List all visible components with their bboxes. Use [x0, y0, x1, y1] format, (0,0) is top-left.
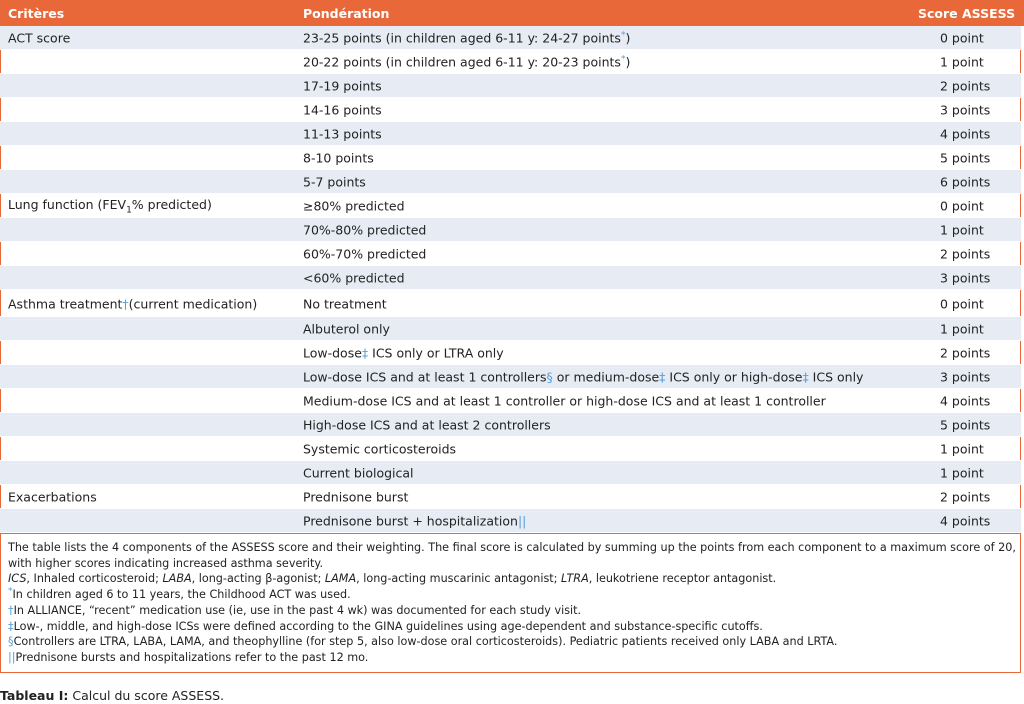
table-row [0, 74, 1021, 98]
footnote-text: Controllers are LTRA, LABA, LAMA, and theophylline (for step 5, also low-dose oral corticosteroids). Pediatric patients received only LABA and LRTA. [13, 635, 838, 649]
score-cell [940, 394, 990, 409]
table-row [0, 242, 1021, 266]
table-row [0, 218, 1021, 242]
table-row [0, 317, 1021, 341]
score-text: 4 points [940, 126, 991, 142]
footnote-mark: ‡ [802, 369, 809, 385]
weighting-text: Albuterol only [303, 321, 390, 337]
criterion-text: Exacerbations [8, 489, 97, 505]
score-text: 3 points [940, 270, 991, 286]
score-text: 1 point [940, 54, 984, 70]
weighting-cell [303, 199, 405, 214]
table-row [0, 341, 1021, 365]
criterion-text: Asthma treatment [8, 296, 123, 311]
table-row [0, 290, 1021, 317]
weighting-cell [303, 346, 504, 361]
header-weighting: Pondération [303, 6, 390, 21]
table-caption [0, 688, 224, 703]
weighting-cell [303, 223, 426, 238]
weighting-text: 17-19 points [303, 78, 382, 94]
footnote-note [8, 650, 1021, 666]
weighting-text: 5-7 points [303, 174, 366, 190]
score-cell [940, 490, 990, 505]
score-text: 4 points [940, 393, 991, 409]
weighting-text: Medium-dose ICS and at least 1 controller or high-dose ICS and at least 1 controller [303, 393, 826, 409]
footnote-note [8, 634, 1021, 650]
weighting-text: Low-dose [303, 345, 362, 361]
abbrev-def: , Inhaled corticosteroid; [26, 572, 163, 586]
score-cell [940, 442, 984, 457]
weighting-text: 70%-80% predicted [303, 222, 427, 238]
table-footnotes [0, 533, 1021, 673]
score-text: 0 point [940, 296, 984, 311]
score-text: 1 point [940, 441, 984, 457]
score-cell [940, 271, 990, 286]
weighting-cell [303, 271, 405, 286]
weighting-text: ICS only or LTRA only [368, 345, 504, 361]
score-cell [940, 127, 990, 142]
footnote-text: Prednisone bursts and hospitalizations refer to the past 12 mo. [15, 650, 369, 664]
footnote-mark: * [8, 586, 13, 597]
abbrev-term: LAMA [324, 572, 357, 586]
weighting-cell [303, 490, 408, 505]
table-row [0, 50, 1021, 74]
table-row [0, 266, 1021, 290]
table-row [0, 461, 1021, 485]
score-text: 0 point [940, 198, 984, 214]
score-cell [940, 31, 984, 46]
score-text: 2 points [940, 345, 991, 361]
table-row [0, 509, 1021, 533]
score-text: 1 point [940, 321, 984, 337]
footnote-text: Low-, middle, and high-dose ICSs were defined according to the GINA guidelines using age-dependent and substance-specific cutoffs. [13, 619, 763, 633]
criterion-text: ACT score [8, 30, 71, 46]
footnote-text: In children aged 6 to 11 years, the Childhood ACT was used. [12, 588, 351, 602]
weighting-text: 20-22 points (in children aged 6-11 y: 20-23 points [303, 54, 621, 70]
table-row [0, 122, 1021, 146]
weighting-cell [303, 418, 551, 433]
footnote-mark: * [620, 30, 626, 41]
criterion-subscript: 1 [126, 205, 132, 216]
criterion-text: Lung function (FEV [8, 196, 127, 212]
abbrev-def: , leukotriene receptor antagonist. [588, 572, 777, 586]
table-row [0, 194, 1021, 218]
weighting-cell [303, 247, 426, 262]
table-row [0, 146, 1021, 170]
score-cell [940, 370, 990, 385]
weighting-text: 11-13 points [303, 126, 382, 142]
footnote-summary: The table lists the 4 components of the ASSESS score and their weighting. The final score is calculated by summing up the points from each component to a maximum score of 20, with higher scores indicating increased asthma severity. [8, 541, 1016, 570]
weighting-cell [303, 296, 387, 311]
footnote-mark: § [546, 369, 553, 385]
footnote-mark: * [620, 54, 626, 65]
weighting-cell [303, 55, 630, 70]
footnote-note [8, 619, 1021, 635]
weighting-cell [303, 175, 366, 190]
weighting-text: No treatment [303, 296, 387, 311]
weighting-text: <60% predicted [303, 270, 405, 286]
footnote-mark: † [8, 603, 14, 617]
score-text: 4 points [940, 513, 991, 529]
footnote-note [8, 587, 1021, 603]
weighting-text: 14-16 points [303, 102, 382, 118]
weighting-cell [303, 103, 382, 118]
criterion-text: % predicted) [131, 196, 212, 212]
criterion-cell [8, 197, 212, 216]
table-header [0, 0, 1024, 26]
weighting-cell [303, 151, 374, 166]
criterion-cell [8, 490, 97, 505]
weighting-text: ICS only or high-dose [665, 369, 803, 385]
weighting-text: 8-10 points [303, 150, 374, 166]
score-text: 3 points [940, 369, 991, 385]
score-text: 2 points [940, 78, 991, 94]
criterion-cell [8, 296, 257, 311]
score-cell [940, 514, 990, 529]
footnote-mark: ‡ [361, 345, 369, 361]
score-cell [940, 247, 990, 262]
footnote-mark: ‡ [659, 369, 666, 385]
score-cell [940, 199, 984, 214]
footnote-mark: ‡ [8, 619, 14, 633]
weighting-text: ICS only [808, 369, 864, 385]
criterion-cell [8, 31, 70, 46]
weighting-text: ) [625, 54, 631, 70]
footnote-mark: || [8, 650, 16, 664]
score-cell [940, 466, 984, 481]
footnote-mark: || [517, 513, 527, 529]
score-text: 5 points [940, 417, 991, 433]
table-row [0, 389, 1021, 413]
score-cell [940, 175, 990, 190]
weighting-text: ) [625, 30, 631, 46]
table-row [0, 485, 1021, 509]
weighting-text: ≥80% predicted [303, 198, 405, 214]
weighting-cell [303, 466, 414, 481]
weighting-cell [303, 79, 382, 94]
weighting-text: Current biological [303, 465, 414, 481]
table-row [0, 365, 1021, 389]
weighting-cell [303, 514, 526, 529]
weighting-cell [303, 394, 826, 409]
weighting-cell [303, 31, 630, 46]
table-row [0, 437, 1021, 461]
score-cell [940, 151, 990, 166]
header-score: Score ASSESS [918, 6, 1016, 21]
footnote-text: In ALLIANCE, “recent” medication use (ie, use in the past 4 wk) was documented for each study visit. [13, 603, 582, 617]
abbrev-def: , long-acting β-agonist; [191, 572, 325, 586]
weighting-cell [303, 370, 863, 385]
footnote-mark: § [8, 635, 14, 649]
weighting-text: Systemic corticosteroids [303, 441, 457, 457]
score-text: 6 points [940, 174, 991, 190]
weighting-text: Prednisone burst [303, 489, 409, 505]
abbrev-def: , long-acting muscarinic antagonist; [356, 572, 561, 586]
score-cell [940, 55, 984, 70]
score-text: 2 points [940, 246, 991, 262]
abbrev-term: LABA [162, 572, 192, 586]
weighting-cell [303, 442, 456, 457]
score-cell [940, 322, 984, 337]
weighting-text: or medium-dose [552, 369, 660, 385]
score-text: 1 point [940, 222, 984, 238]
criterion-text: (current medication) [128, 296, 258, 311]
weighting-cell [303, 127, 382, 142]
score-cell [940, 79, 990, 94]
header-criteria: Critères [8, 6, 65, 21]
caption-label: Tableau I: [0, 688, 69, 703]
score-cell [940, 223, 984, 238]
caption-text: Calcul du score ASSESS. [68, 688, 225, 703]
weighting-text: Prednisone burst + hospitalization [303, 513, 518, 529]
score-cell [940, 296, 984, 311]
table-row [0, 98, 1021, 122]
table-row [0, 413, 1021, 437]
weighting-cell [303, 322, 390, 337]
weighting-text: 23-25 points (in children aged 6-11 y: 24-27 points [303, 30, 621, 46]
score-cell [940, 418, 990, 433]
score-text: 1 point [940, 465, 984, 481]
table-row [0, 26, 1021, 50]
score-text: 2 points [940, 489, 991, 505]
score-cell [940, 103, 990, 118]
abbrev-term: LTRA [560, 572, 589, 586]
score-text: 5 points [940, 150, 991, 166]
footnote-mark: † [122, 296, 129, 311]
weighting-text: Low-dose ICS and at least 1 controllers [303, 369, 547, 385]
footnote-note [8, 603, 1021, 619]
score-text: 3 points [940, 102, 991, 118]
abbrev-term: ICS [8, 572, 27, 586]
weighting-text: High-dose ICS and at least 2 controllers [303, 417, 551, 433]
score-text: 0 point [940, 30, 984, 46]
weighting-text: 60%-70% predicted [303, 246, 427, 262]
score-cell [940, 346, 990, 361]
footnote-abbreviations [8, 571, 1021, 587]
table-row [0, 170, 1021, 194]
